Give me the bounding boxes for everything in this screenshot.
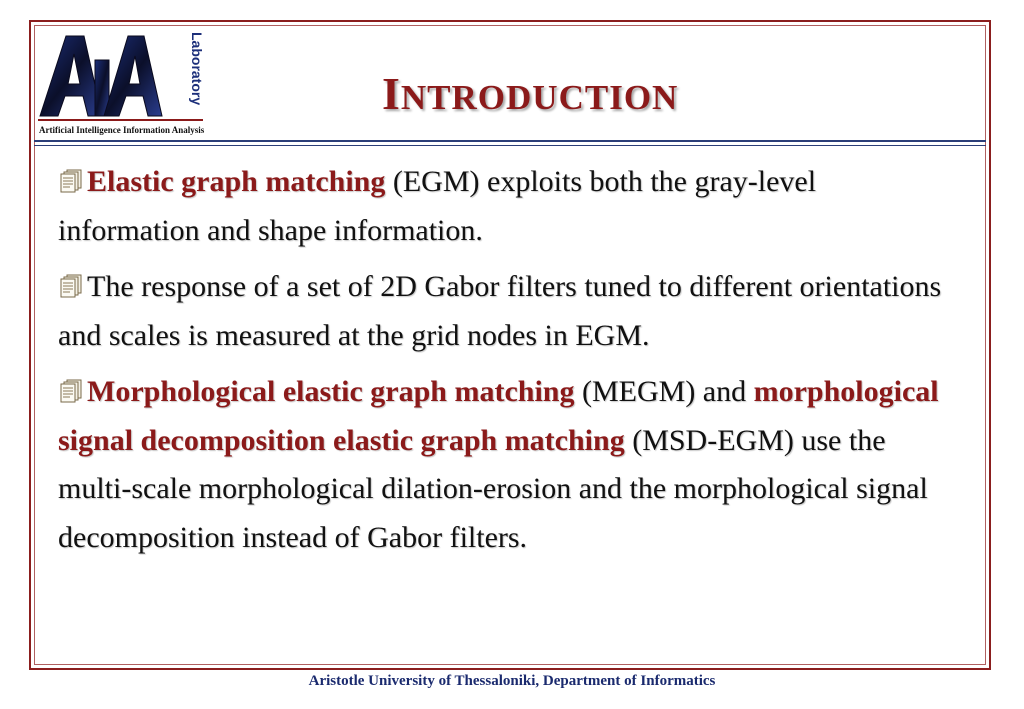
term-egm: Elastic graph matching xyxy=(87,165,386,198)
term-msd-egm: morphological signal decomposition elastic graph matching xyxy=(58,375,939,457)
bullet-text: (MEGM) and xyxy=(574,375,754,408)
term-megm: Morphological elastic graph matching xyxy=(87,375,575,408)
aiia-lab-logo xyxy=(38,30,203,138)
header-rule-thin xyxy=(34,145,986,146)
bullet-text: (EGM) exploits both the gray-level information and shape information. xyxy=(58,165,817,247)
svg-text:Laboratory: Laboratory xyxy=(189,32,205,106)
bullet-item-megm xyxy=(58,368,958,562)
title-initial: I xyxy=(382,68,401,119)
svg-text:Artificial Intelligence Inform: Artificial Intelligence Information Analysis xyxy=(39,125,205,135)
header-rule xyxy=(34,140,986,142)
title-rest: NTRODUCTION xyxy=(400,78,679,117)
stacked-pages-icon xyxy=(58,273,84,299)
slide-title xyxy=(300,66,900,133)
bullet-list xyxy=(58,158,958,570)
bullet-item-egm xyxy=(58,158,958,255)
bullet-item-gabor xyxy=(58,263,958,360)
stacked-pages-icon xyxy=(58,378,84,404)
bullet-text: (MSD-EGM) use the multi-scale morphological dilation-erosion and the morphological signal decomposition instead of Gabor filters. xyxy=(58,423,928,554)
slide-footer: Aristotle University of Thessaloniki, Department of Informatics xyxy=(308,673,716,689)
bullet-text: The response of a set of 2D Gabor filters tuned to different orientations and scales is measured at the grid nodes in EGM. xyxy=(58,270,942,352)
stacked-pages-icon xyxy=(58,168,84,194)
